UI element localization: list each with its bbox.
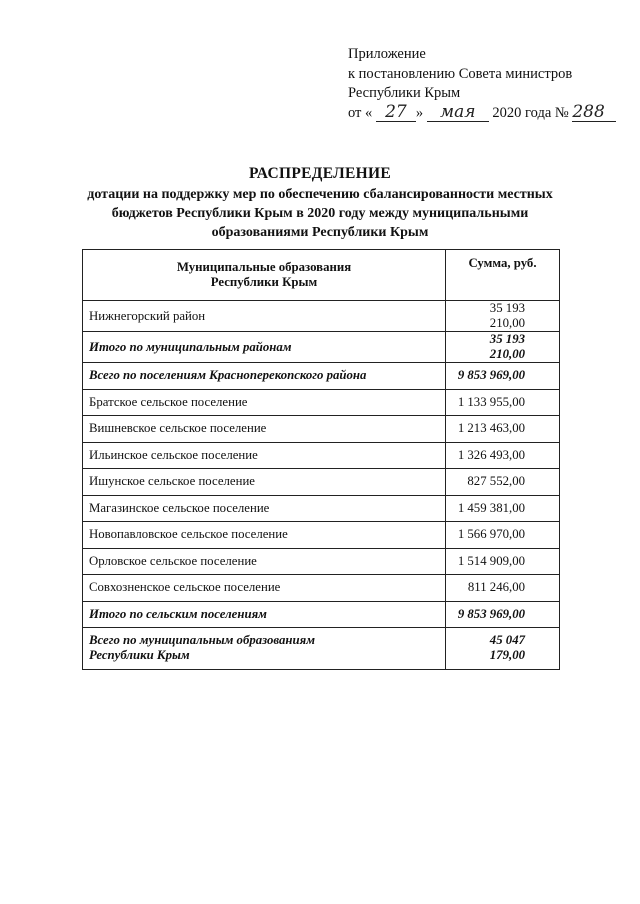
row-name: Ишунское сельское поселение bbox=[83, 469, 446, 496]
row-amount: 811 246,00 bbox=[446, 575, 560, 602]
document-title bbox=[0, 165, 640, 242]
column-header-municipality bbox=[83, 250, 446, 301]
grand-total-name-line-1: Всего по муниципальным образованиям bbox=[89, 633, 315, 647]
row-amount: 1 326 493,00 bbox=[446, 442, 560, 469]
subtitle-line-3: образованиями Республики Крым bbox=[211, 225, 429, 240]
date-suffix: 2020 года № bbox=[492, 104, 569, 121]
table-row bbox=[83, 575, 560, 602]
row-name: Итого по сельским поселениям bbox=[83, 601, 446, 628]
table-row-subtotal bbox=[83, 363, 560, 390]
row-name: Совхозненское сельское поселение bbox=[83, 575, 446, 602]
title-subtitle bbox=[0, 185, 640, 242]
document-number-handwritten: 288 bbox=[572, 101, 605, 122]
date-day-handwritten: 27 bbox=[385, 101, 407, 122]
row-amount: 1 213 463,00 bbox=[446, 416, 560, 443]
row-name: Вишневское сельское поселение bbox=[83, 416, 446, 443]
resolution-reference: к постановлению Совета министров bbox=[348, 65, 573, 82]
row-name: Ильинское сельское поселение bbox=[83, 442, 446, 469]
grand-total-amount: 45 047 179,00 bbox=[446, 628, 560, 670]
table-row bbox=[83, 495, 560, 522]
row-name: Новопавловское сельское поселение bbox=[83, 522, 446, 549]
row-amount: 9 853 969,00 bbox=[446, 601, 560, 628]
grand-total-name-line-2: Республики Крым bbox=[89, 648, 190, 662]
document-number-field bbox=[572, 101, 616, 122]
row-amount: 1 566 970,00 bbox=[446, 522, 560, 549]
distribution-table bbox=[82, 249, 560, 670]
row-amount: 35 193 210,00 bbox=[446, 332, 560, 363]
row-name: Нижнегорский район bbox=[83, 301, 446, 332]
row-amount: 9 853 969,00 bbox=[446, 363, 560, 390]
row-name: Орловское сельское поселение bbox=[83, 548, 446, 575]
row-amount: 827 552,00 bbox=[446, 469, 560, 496]
date-month-handwritten: мая bbox=[440, 101, 476, 122]
date-quote-close: » bbox=[415, 104, 424, 121]
date-prefix: от « bbox=[348, 104, 373, 121]
table-row bbox=[83, 442, 560, 469]
grand-total-name bbox=[83, 628, 446, 670]
table-row-subtotal bbox=[83, 601, 560, 628]
subtitle-line-2: бюджетов Республики Крым в 2020 году между муниципальными bbox=[111, 206, 529, 221]
date-line bbox=[348, 101, 616, 124]
table-row bbox=[83, 548, 560, 575]
table-header-row bbox=[83, 250, 560, 301]
title-heading: РАСПРЕДЕЛЕНИЕ bbox=[249, 165, 391, 182]
appendix-header bbox=[348, 45, 616, 123]
table-row bbox=[83, 389, 560, 416]
column-header-municipality-line-2: Республики Крым bbox=[210, 275, 318, 289]
date-day-field bbox=[376, 101, 416, 122]
row-amount: 1 133 955,00 bbox=[446, 389, 560, 416]
table-row-grand-total bbox=[83, 628, 560, 670]
row-name: Всего по поселениям Красноперекопского района bbox=[83, 363, 446, 390]
table-row bbox=[83, 301, 560, 332]
row-name: Итого по муниципальным районам bbox=[83, 332, 446, 363]
row-amount: 1 459 381,00 bbox=[446, 495, 560, 522]
table-row-subtotal bbox=[83, 332, 560, 363]
table-row bbox=[83, 416, 560, 443]
date-month-field bbox=[427, 101, 489, 122]
table-row bbox=[83, 469, 560, 496]
row-amount: 1 514 909,00 bbox=[446, 548, 560, 575]
row-name: Магазинское сельское поселение bbox=[83, 495, 446, 522]
row-name: Братское сельское поселение bbox=[83, 389, 446, 416]
column-header-amount: Сумма, руб. bbox=[446, 250, 560, 301]
appendix-label: Приложение bbox=[348, 46, 426, 62]
row-amount: 35 193 210,00 bbox=[446, 301, 560, 332]
subtitle-line-1: дотации на поддержку мер по обеспечению сбалансированности местных bbox=[87, 187, 553, 202]
column-header-municipality-line-1: Муниципальные образования bbox=[176, 260, 352, 274]
issuer-name: Республики Крым bbox=[348, 85, 461, 101]
table-row bbox=[83, 522, 560, 549]
